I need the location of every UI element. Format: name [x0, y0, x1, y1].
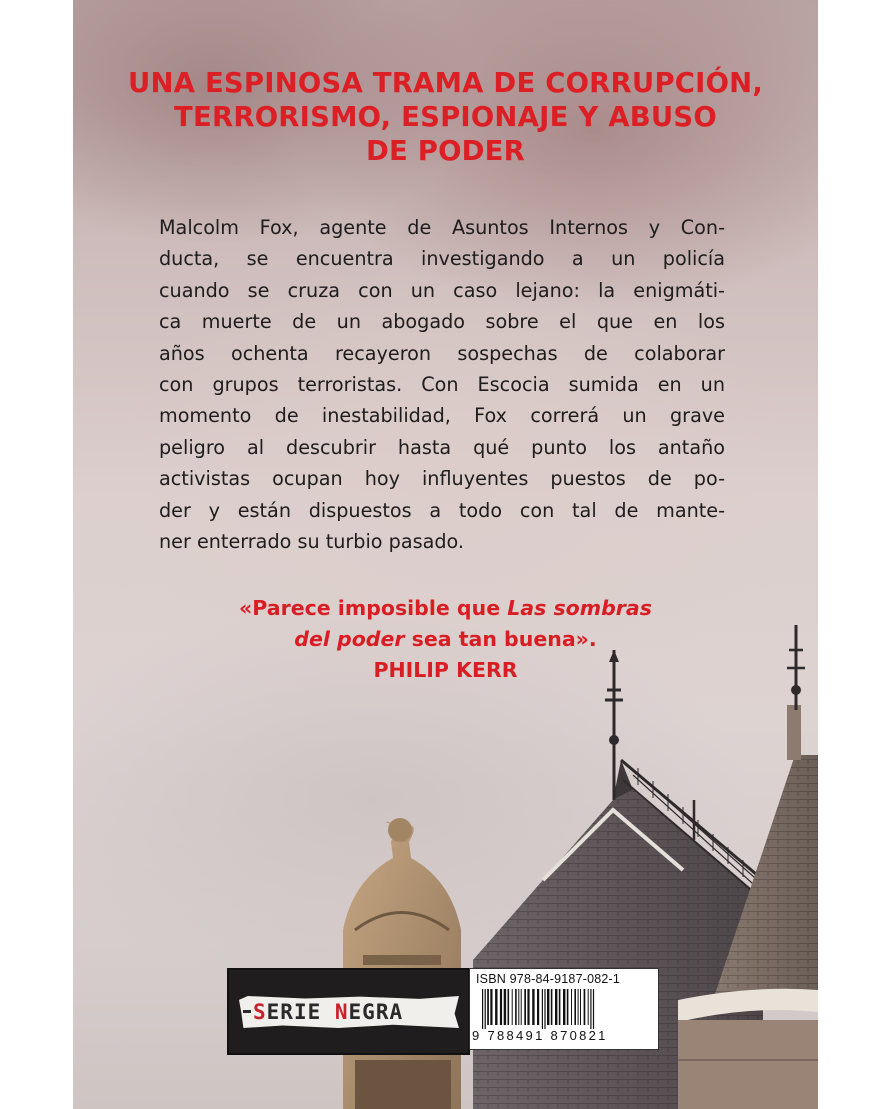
synopsis-line: años ochenta recayeron sospechas de colaborar	[159, 341, 725, 365]
barcode-bar	[590, 989, 591, 1029]
synopsis	[159, 212, 725, 557]
quote-book-title: del poder	[294, 627, 405, 651]
barcode-bar	[567, 989, 569, 1025]
series-word: ERIE	[266, 1000, 335, 1024]
synopsis-line: activistas ocupan hoy influyentes puestos de po-	[159, 467, 725, 491]
barcode-bar	[593, 989, 594, 1029]
barcode-bar	[482, 989, 483, 1029]
barcode-bar	[584, 989, 586, 1025]
barcode-bar	[508, 989, 510, 1025]
barcode-bar	[547, 989, 549, 1025]
series-logo-text	[253, 1000, 453, 1024]
isbn-barcode	[469, 968, 659, 1050]
barcode-bar	[524, 989, 526, 1025]
quote-line-1	[133, 593, 758, 624]
barcode-bar	[500, 989, 502, 1025]
isbn-label: ISBN 978-84-9187-082-1	[476, 972, 621, 986]
barcode-bar	[551, 989, 553, 1025]
headline-line: DE PODER	[365, 135, 526, 167]
review-quote	[133, 593, 758, 686]
synopsis-line: peligro al descubrir hasta qué punto los antaño	[159, 435, 725, 459]
synopsis-line: ducta, se encuentra investigando a un policía	[159, 247, 725, 271]
headline	[103, 66, 788, 168]
quote-line-2	[133, 624, 758, 655]
barcode-bar	[487, 989, 489, 1025]
synopsis-line: con grupos terroristas. Con Escocia sumida en un	[159, 372, 725, 396]
synopsis-line: ner enterrado su turbio pasado.	[159, 529, 465, 553]
quote-author: PHILIP KERR	[373, 658, 518, 682]
barcode-bar	[527, 989, 529, 1025]
series-letter: S	[253, 1000, 267, 1024]
barcode-bar	[559, 989, 561, 1025]
barcode-bar	[537, 989, 539, 1025]
book-back-cover	[73, 0, 818, 1109]
barcode-bar	[542, 989, 543, 1029]
barcode-bar	[574, 989, 576, 1025]
synopsis-line: Malcolm Fox, agente de Asuntos Internos y Con-	[159, 216, 725, 239]
barcode-bar	[544, 989, 545, 1029]
synopsis-line: momento de inestabilidad, Fox correrá un grave	[159, 404, 725, 428]
synopsis-line: ca muerte de un abogado sobre el que en los	[159, 310, 725, 334]
barcode-bar	[578, 989, 579, 1025]
barcode-bar	[588, 989, 589, 1025]
barcode-bar	[518, 989, 519, 1025]
series-logo	[227, 968, 470, 1055]
barcode-bar	[571, 989, 572, 1025]
barcode-bar	[512, 989, 513, 1025]
barcode-bars	[474, 989, 654, 1029]
quote-open: «Parece imposible que	[239, 596, 508, 620]
barcode-bar	[504, 989, 506, 1025]
series-word: EGRA	[348, 1000, 404, 1024]
barcode-bar	[532, 989, 534, 1025]
headline-line: UNA ESPINOSA TRAMA DE CORRUPCIÓN,	[127, 67, 764, 99]
ean-digits: 9 788491 870821	[472, 1028, 608, 1043]
synopsis-line: der y están dispuestos a todo con tal de mante-	[159, 498, 725, 522]
headline-line: TERRORISMO, ESPIONAJE Y ABUSO	[174, 101, 717, 133]
barcode-bar	[555, 989, 557, 1025]
barcode-bar	[563, 989, 565, 1025]
quote-book-title: Las sombras	[507, 596, 652, 620]
barcode-bar	[485, 989, 486, 1029]
quote-close: sea tan buena».	[404, 627, 597, 651]
barcode-bar	[521, 989, 522, 1025]
barcode-bar	[490, 989, 492, 1025]
synopsis-line: cuando se cruza con un caso lejano: la enigmáti-	[159, 278, 725, 302]
barcode-bar	[580, 989, 581, 1025]
series-letter: N	[334, 1000, 349, 1024]
barcode-bar	[515, 989, 517, 1025]
barcode-bar	[495, 989, 497, 1025]
series-logo-dash	[243, 1010, 251, 1013]
